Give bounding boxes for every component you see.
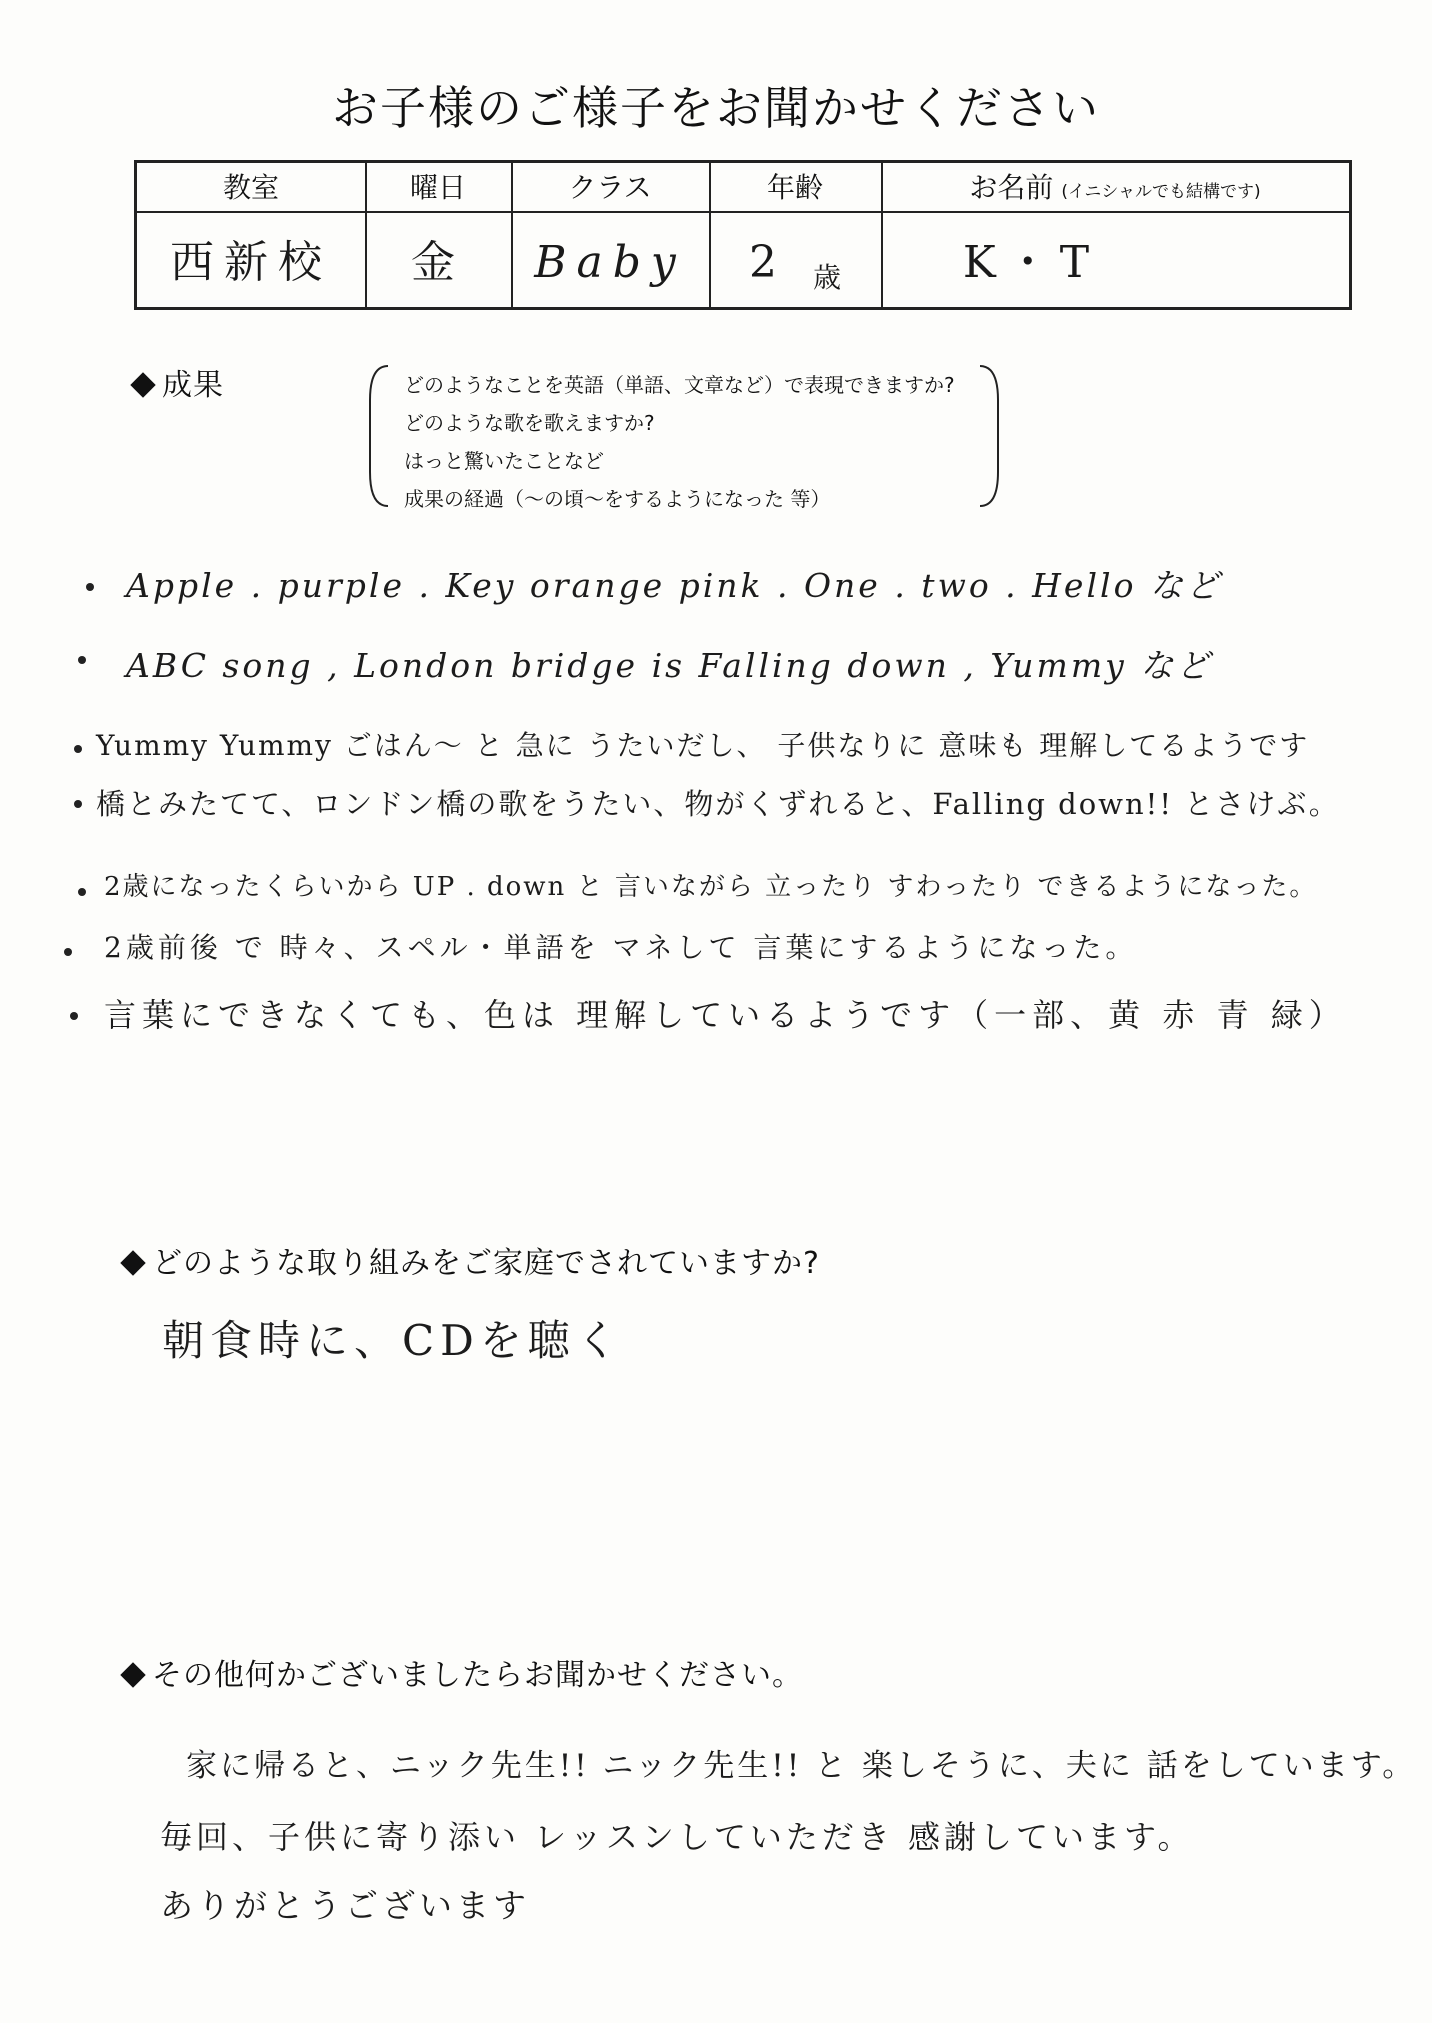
value-classroom: 西新校: [170, 237, 332, 288]
value-age-number: 2: [748, 237, 787, 288]
header-classroom: 教室: [222, 171, 279, 204]
header-age: 年齢: [766, 171, 823, 204]
home-heading: [118, 1238, 820, 1282]
bullet: [86, 583, 94, 591]
prompt-item: はっと驚いたことなど: [404, 449, 604, 473]
home-heading-text: どのような取り組みをご家庭でされていますか?: [152, 1246, 820, 1281]
value-name: K・T: [962, 237, 1100, 288]
header-day: 曜日: [409, 171, 466, 204]
diamond-icon: [130, 372, 155, 397]
answer-line: 2歳になったくらいから UP . down と 言いながら 立ったり すわったり できるようになった。: [104, 872, 1318, 902]
other-heading-text: その他何かございましたらお聞かせください。: [152, 1658, 803, 1693]
results-heading: [128, 360, 224, 404]
answer-line: ABC song , London bridge is Falling down , Yummy など: [126, 646, 1213, 685]
bullet: [70, 1012, 78, 1020]
bullet: [64, 948, 72, 956]
answer-line: Apple . purple . Key orange pink . One . two . Hello など: [126, 566, 1222, 605]
diamond-icon: [120, 1250, 145, 1275]
header-name-note: (イニシャルでも結構です): [1061, 182, 1261, 202]
other-heading: [118, 1650, 803, 1694]
header-class: クラス: [568, 171, 652, 204]
bullet: [78, 656, 86, 664]
answer-line: 橋とみたてて、ロンドン橋の歌をうたい、物がくずれると、Falling down!! とさけぶ。: [96, 787, 1340, 821]
prompt-item: どのような歌を歌えますか?: [404, 411, 655, 435]
other-answer-line: 家に帰ると、ニック先生!! ニック先生!! と 楽しそうに、夫に 話をしています。: [186, 1748, 1417, 1784]
other-answer-line: ありがとうございます: [160, 1886, 530, 1925]
info-table: [134, 160, 1352, 310]
bullet: [78, 888, 86, 896]
header-name-label: お名前: [969, 171, 1054, 204]
home-answer: 朝食時に、CDを聴く: [162, 1316, 624, 1365]
value-age: [709, 215, 881, 307]
value-age-unit: 歳: [812, 261, 841, 294]
results-heading-text: 成果: [162, 368, 224, 403]
prompt-item: 成果の経過（～の頃～をするようになった 等）: [404, 487, 831, 511]
answer-line: Yummy Yummy ごはん～ と 急に うたいだし、 子供なりに 意味も 理解してるようです: [96, 729, 1310, 762]
bullet: [74, 745, 82, 753]
bullet: [74, 800, 82, 808]
answer-line: 2歳前後 で 時々、スペル・単語を マネして 言葉にするようになった。: [104, 931, 1138, 964]
results-prompt-box: [364, 360, 1004, 512]
other-answer-line: 毎回、子供に寄り添い レッスンしていただき 感謝しています。: [160, 1818, 1194, 1856]
table-divider: [137, 211, 1349, 213]
value-day: 金: [411, 237, 465, 288]
results-prompts: [404, 366, 955, 518]
header-name: [881, 163, 1349, 211]
prompt-item: どのようなことを英語（単語、文章など）で表現できますか?: [404, 373, 955, 397]
answer-line: 言葉にできなくても、色は 理解しているようです（一部、黄 赤 青 緑）: [104, 996, 1347, 1034]
value-class: Baby: [534, 237, 686, 288]
diamond-icon: [120, 1662, 145, 1687]
page-title: お子様のご様子をお聞かせください: [332, 81, 1100, 135]
